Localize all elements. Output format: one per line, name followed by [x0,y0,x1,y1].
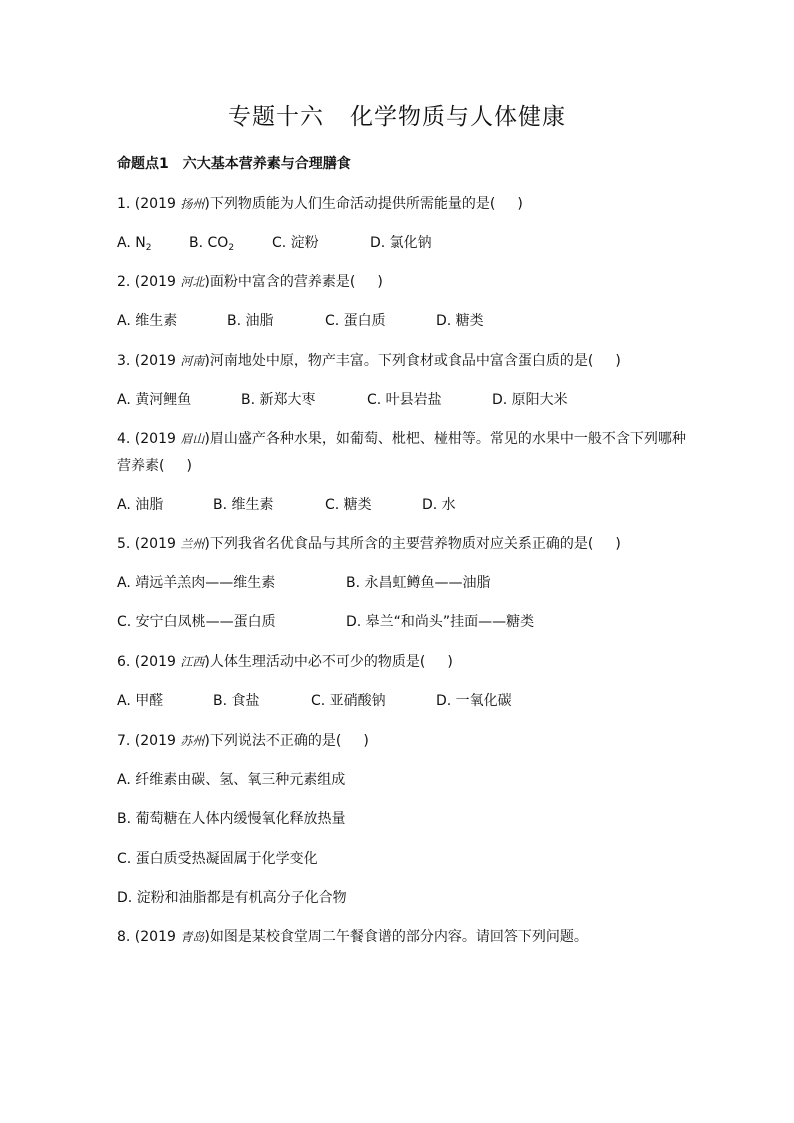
question-source: 河南 [180,354,205,368]
option-b: B. 新郑大枣 [241,392,316,408]
question-source: 河北 [180,275,205,289]
question-1-stem: 1. (2019 扬州)下列物质能为人们生命活动提供所需能量的是( ) [117,196,523,212]
option-d: D. 原阳大米 [492,392,568,408]
question-4-stem: 4. (2019 眉山)眉山盛产各种水果，如葡萄、枇杷、椪柑等。常见的水果中一般不含下列哪种 [117,431,686,447]
option-c: C. 亚硝酸钠 [311,693,386,709]
option-b: B. 油脂 [227,313,274,329]
option-d: D. 糖类 [436,313,484,329]
option-c: C. 淀粉 [272,235,319,251]
question-8-stem: 8. (2019 青岛)如图是某校食堂周二午餐食谱的部分内容。请回答下列问题。 [117,929,588,945]
option-c: C. 蛋白质 [325,313,386,329]
question-source: 江西 [180,655,205,669]
question-3-stem: 3. (2019 河南)河南地处中原，物产丰富。下列食材或食品中富含蛋白质的是( ) [117,353,621,369]
option-a: A. $N_2$ [117,235,152,253]
option-d: D. 水 [422,497,456,513]
option-b: B. $CO_2$ [189,235,235,253]
section-name: 六大基本营养素与合理膳食 [182,156,351,172]
question-source: 兰州 [180,537,205,551]
option-a: A. 甲醛 [117,693,164,709]
title-topic-name: 化学物质与人体健康 [350,104,566,130]
option-c: C. 糖类 [325,497,372,513]
option-a: A. 维生素 [117,313,178,329]
option-c: C. 叶县岩盐 [367,392,442,408]
option-b: B. 食盐 [213,693,260,709]
option-b: B. 永昌虹鳟鱼——油脂 [346,575,491,591]
question-6-stem: 6. (2019 江西)人体生理活动中必不可少的物质是( ) [117,654,453,670]
option-b: B. 维生素 [213,497,274,513]
question-7-option-b: B. 葡萄糖在人体内缓慢氧化释放热量 [117,811,346,827]
question-7-option-a: A. 纤维素由碳、氢、氧三种元素组成 [117,772,346,788]
question-5-stem: 5. (2019 兰州)下列我省名优食品与其所含的主要营养物质对应关系正确的是( ) [117,536,621,552]
question-7-option-c: C. 蛋白质受热凝固属于化学变化 [117,851,318,867]
question-source: 眉山 [180,432,205,446]
option-d: D. 氯化钠 [370,235,432,251]
question-4-stem-continued: 营养素( ) [117,458,192,474]
question-7-stem: 7. (2019 苏州)下列说法不正确的是( ) [117,733,369,749]
question-2-stem: 2. (2019 河北)面粉中富含的营养素是( ) [117,274,383,290]
question-source: 苏州 [180,734,205,748]
page-title [0,100,794,134]
option-a: A. 靖远羊羔肉——维生素 [117,575,276,591]
section-heading [117,153,351,175]
option-c: C. 安宁白凤桃——蛋白质 [117,614,276,630]
option-a: A. 油脂 [117,497,164,513]
option-d: D. 皋兰“和尚头”挂面——糖类 [346,614,535,630]
question-source: 扬州 [180,197,205,211]
section-number: 命题点1 [117,156,169,172]
question-source: 青岛 [180,930,205,944]
option-a: A. 黄河鲤鱼 [117,392,192,408]
question-7-option-d: D. 淀粉和油脂都是有机高分子化合物 [117,890,347,906]
option-d: D. 一氧化碳 [436,693,512,709]
title-topic-number: 专题十六 [228,104,324,130]
